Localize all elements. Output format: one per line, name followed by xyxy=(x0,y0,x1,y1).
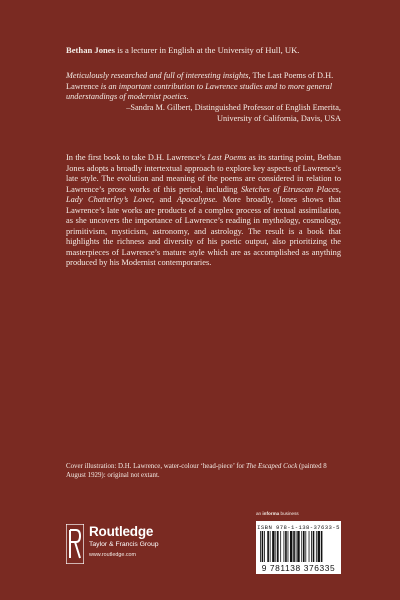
barcode-bar xyxy=(316,531,317,562)
barcode-bar xyxy=(262,531,264,562)
barcode-bar xyxy=(301,531,302,562)
barcode-bar xyxy=(313,531,315,562)
barcode-bar xyxy=(270,531,271,562)
cover-credit-text-1: Cover illustration: D.H. Lawrence, water-colour ‘head-piece’ for xyxy=(66,463,246,470)
author-bio-text: is a lecturer in English at the University of Hull, UK. xyxy=(114,45,300,55)
barcode-bar xyxy=(303,531,305,562)
barcode-bar xyxy=(264,531,265,562)
barcode-bar xyxy=(321,531,323,562)
barcode-bar xyxy=(267,531,269,562)
barcode-bar xyxy=(296,531,297,562)
blurb-title-works: Sketches of Etruscan Places, Lady Chatterley’s Lover, xyxy=(66,184,341,205)
cover-credit-text-2: (painted 8 August 1929): original not extant. xyxy=(66,463,327,479)
author-name: Bethan Jones xyxy=(66,45,115,55)
barcode-bar xyxy=(290,531,292,562)
informa-tagline xyxy=(256,511,336,516)
barcode-bar xyxy=(285,531,287,562)
barcode-bar xyxy=(260,531,261,562)
cover-credit xyxy=(66,462,344,480)
attribution-line-1: –Sandra M. Gilbert, Distinguished Professor of English Emerita, xyxy=(126,103,341,112)
publisher-group: Taylor & Francis Group xyxy=(89,541,159,548)
blurb-title-last-poems: Last Poems xyxy=(207,153,247,162)
barcode-bar xyxy=(272,531,274,562)
publisher-name: Routledge xyxy=(89,524,154,539)
praise-quote xyxy=(66,71,344,103)
barcode-bar xyxy=(293,531,295,562)
isbn-number: ISBN 978-1-138-37633-5 xyxy=(257,524,340,531)
book-description xyxy=(66,153,341,269)
barcode-bar xyxy=(318,531,320,562)
blurb-title-apocalypse: Apocalypse. xyxy=(176,195,218,205)
ean-number: 9 781138 376335 xyxy=(261,563,336,573)
informa-prefix: an xyxy=(256,511,263,516)
routledge-mark-icon xyxy=(66,524,84,564)
informa-brand: informa xyxy=(262,511,280,516)
blurb-text-2: as its starting point, Bethan Jones adopts a broadly intertextual approach to explore key aspects of Lawrence’s late style. The evolution and meaning of the poems are considered in relation to Lawrence’s prose works of this period, including xyxy=(66,153,341,194)
blurb-text-4: More broadly, Jones shows that Lawrence’s late works are products of a complex process of textual assimilation, as she uncovers the importance of Lawrence’s reading in mythology, cosmology, primitivism, mysticism, astronomy, and astrology. The result is a book that highlights the richness and diversity of his poetic output, also prioritizing the masterpieces of Lawrence’s mature style which are as accomplished as anything produced by his Modernist contemporaries. xyxy=(66,195,341,268)
barcode-bar xyxy=(284,531,285,562)
barcode-bars-icon xyxy=(260,531,337,562)
cover-credit-title: The Escaped Cock xyxy=(245,463,298,470)
praise-quote-part-2: is an important contribution to Lawrence studies and to more general understandings of modernist poetics. xyxy=(66,81,333,102)
barcode-bar xyxy=(297,531,299,562)
author-bio xyxy=(66,45,366,56)
praise-attribution xyxy=(66,103,341,124)
praise-quote-part-1: Meticulously researched and full of interesting insights, xyxy=(66,71,251,80)
publisher-logo xyxy=(66,524,186,566)
barcode-bar xyxy=(309,531,310,562)
barcode-bar xyxy=(275,531,276,562)
barcode-bar xyxy=(311,531,312,562)
blurb-text-3: and xyxy=(154,195,177,205)
barcode-bar xyxy=(288,531,289,562)
barcode-bar xyxy=(280,531,281,562)
barcode-bar xyxy=(305,531,306,562)
praise-book-title: The Last Poems of D.H. Lawrence xyxy=(66,71,334,91)
barcode-bar xyxy=(277,531,279,562)
informa-suffix: business xyxy=(279,511,299,516)
attribution-line-2: University of California, Davis, USA xyxy=(217,113,341,123)
blurb-text-1: In the first book to take D.H. Lawrence’s xyxy=(66,153,208,162)
isbn-barcode xyxy=(256,521,341,574)
publisher-url: www.routledge.com xyxy=(89,552,137,558)
